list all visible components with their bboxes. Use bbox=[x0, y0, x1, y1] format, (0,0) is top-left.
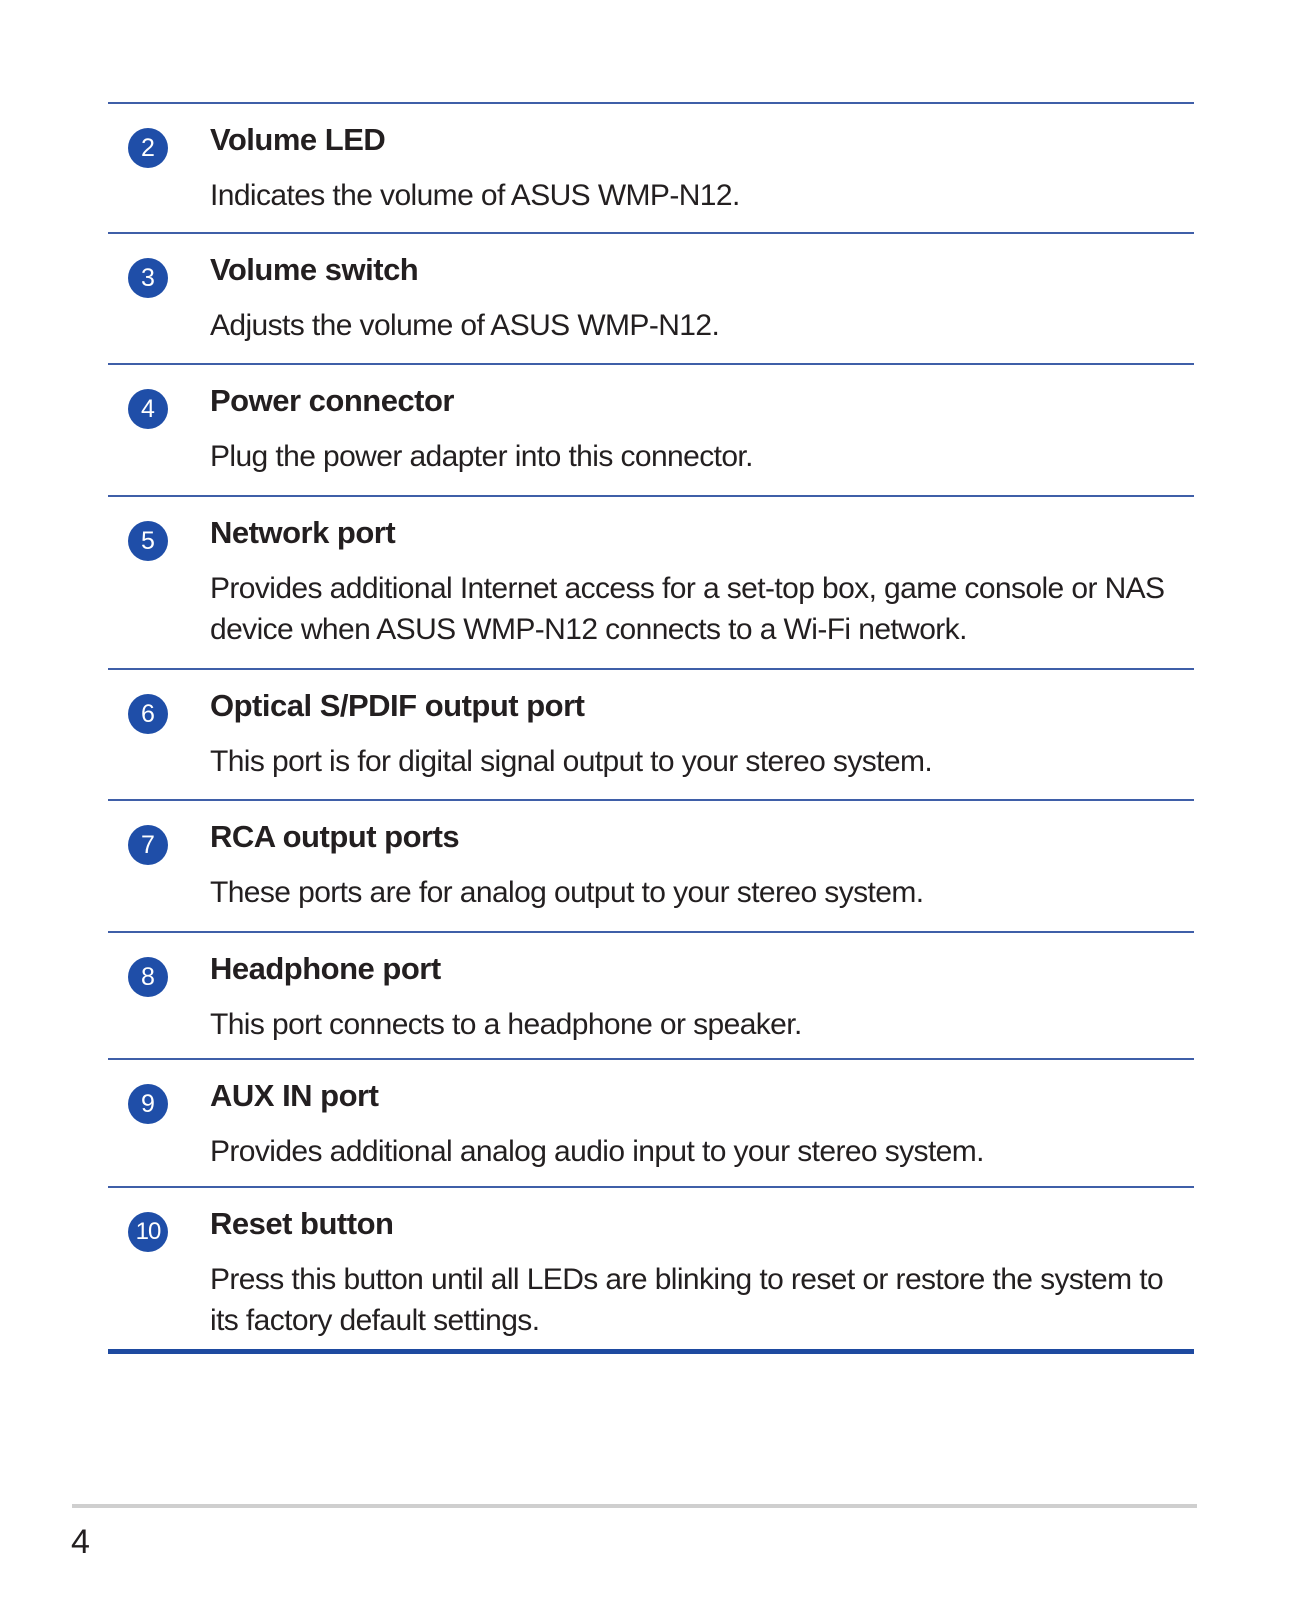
feature-description: This port connects to a headphone or speaker. bbox=[210, 1008, 802, 1041]
feature-title: AUX IN port bbox=[210, 1078, 379, 1113]
footer-divider bbox=[72, 1504, 1197, 1508]
feature-row-volume-switch bbox=[108, 232, 1194, 363]
feature-title: Volume LED bbox=[210, 122, 386, 157]
feature-title: Volume switch bbox=[210, 252, 419, 287]
feature-row-power-connector bbox=[108, 363, 1194, 495]
item-number-badge: 7 bbox=[128, 825, 168, 865]
feature-row-reset-button bbox=[108, 1186, 1194, 1354]
feature-description: Indicates the volume of ASUS WMP-N12. bbox=[210, 179, 740, 212]
item-number-badge: 10 bbox=[128, 1212, 168, 1252]
feature-description: Provides additional Internet access for a set-top box, game console or NAS device when ASUS WMP-N12 connects to a Wi-Fi network. bbox=[210, 572, 1165, 646]
feature-row-network-port bbox=[108, 495, 1194, 668]
feature-title: Optical S/PDIF output port bbox=[210, 688, 585, 723]
feature-content bbox=[210, 1205, 1170, 1341]
feature-row-aux-in-port bbox=[108, 1058, 1194, 1186]
page-number: 4 bbox=[71, 1523, 90, 1561]
feature-row-volume-led bbox=[108, 102, 1194, 232]
feature-description: This port is for digital signal output to your stereo system. bbox=[210, 745, 933, 778]
feature-title: Network port bbox=[210, 515, 396, 550]
item-number-badge: 5 bbox=[128, 521, 168, 561]
item-number-badge: 8 bbox=[128, 957, 168, 997]
feature-table bbox=[108, 102, 1194, 1354]
feature-title: RCA output ports bbox=[210, 819, 460, 854]
item-number-badge: 9 bbox=[128, 1084, 168, 1124]
feature-description: Press this button until all LEDs are blinking to reset or restore the system to its factory default settings. bbox=[210, 1263, 1164, 1337]
feature-title: Headphone port bbox=[210, 951, 441, 986]
feature-description: These ports are for analog output to your stereo system. bbox=[210, 876, 924, 909]
feature-content bbox=[210, 121, 1170, 216]
feature-description: Provides additional analog audio input to your stereo system. bbox=[210, 1135, 984, 1168]
feature-content bbox=[210, 950, 1170, 1045]
feature-title: Power connector bbox=[210, 383, 454, 418]
feature-content bbox=[210, 251, 1170, 346]
feature-row-headphone-port bbox=[108, 931, 1194, 1058]
feature-content bbox=[210, 687, 1170, 782]
feature-title: Reset button bbox=[210, 1206, 394, 1241]
feature-description: Plug the power adapter into this connector. bbox=[210, 440, 753, 473]
feature-description: Adjusts the volume of ASUS WMP-N12. bbox=[210, 309, 720, 342]
feature-content bbox=[210, 818, 1170, 913]
item-number-badge: 3 bbox=[128, 258, 168, 298]
feature-content bbox=[210, 514, 1170, 650]
item-number-badge: 6 bbox=[128, 694, 168, 734]
feature-row-optical-spdif-port bbox=[108, 668, 1194, 799]
feature-content bbox=[210, 1077, 1170, 1172]
item-number-badge: 4 bbox=[128, 389, 168, 429]
feature-content bbox=[210, 382, 1170, 477]
item-number-badge: 2 bbox=[128, 128, 168, 168]
feature-row-rca-output-ports bbox=[108, 799, 1194, 931]
